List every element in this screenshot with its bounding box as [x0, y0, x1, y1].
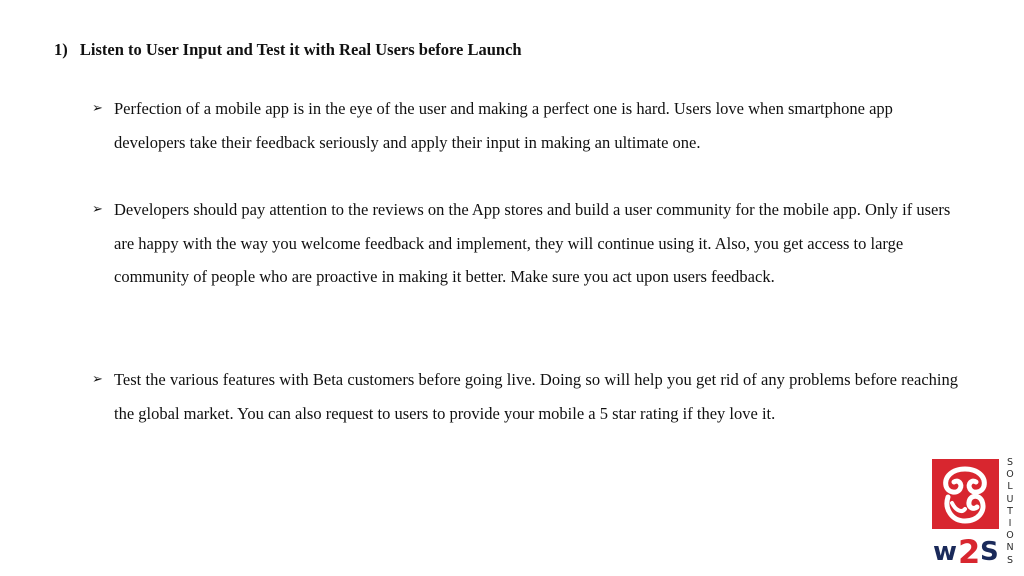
logo-letter: S — [1006, 554, 1014, 566]
w2s-emblem-icon — [932, 459, 999, 529]
w2s-solutions-logo — [932, 457, 1020, 569]
logo-letter: S — [1006, 457, 1014, 468]
heading-number: 1) — [54, 40, 68, 59]
bullet-text: Developers should pay attention to the reviews on the App stores and build a user community for the mobile app. Only if users are happy with the way you welcome feedback and implement, they will continue using it. Also, you get access to large community of people who are proactive in making it better. Make sure you act upon users feedback. — [114, 200, 951, 286]
bullet-text: Test the various features with Beta customers before going live. Doing so will help you get rid of any problems before reaching the global market. You can also request to users to provide your mobile a 5 star rating if they love it. — [114, 370, 958, 423]
logo-letter: U — [1006, 493, 1014, 505]
solutions-vertical-text — [1003, 457, 1017, 567]
logo-letter: O — [1006, 530, 1014, 542]
logo-letter: N — [1006, 542, 1014, 554]
logo-letter: I — [1008, 518, 1012, 530]
svg-text:2: 2 — [958, 533, 981, 567]
bullet-item — [92, 92, 958, 159]
bullet-item — [92, 363, 958, 430]
svg-text:w: w — [933, 537, 958, 567]
bullet-item — [92, 193, 958, 294]
logo-letter: L — [1007, 481, 1013, 493]
slide-heading — [54, 40, 522, 60]
logo-letter: T — [1007, 505, 1013, 517]
heading-title: Listen to User Input and Test it with Real Users before Launch — [79, 40, 522, 59]
bullet-text: Perfection of a mobile app is in the eye of the user and making a perfect one is hard. Users love when smartphone app developers take their feedback seriously and apply their input in making an ultimate one. — [114, 99, 893, 152]
arrow-bullet-icon: ➢ — [92, 372, 103, 387]
logo-letter: O — [1006, 469, 1014, 481]
svg-text:S: S — [980, 537, 999, 567]
arrow-bullet-icon: ➢ — [92, 101, 103, 116]
arrow-bullet-icon: ➢ — [92, 202, 103, 217]
w2s-wordmark — [932, 531, 1002, 567]
